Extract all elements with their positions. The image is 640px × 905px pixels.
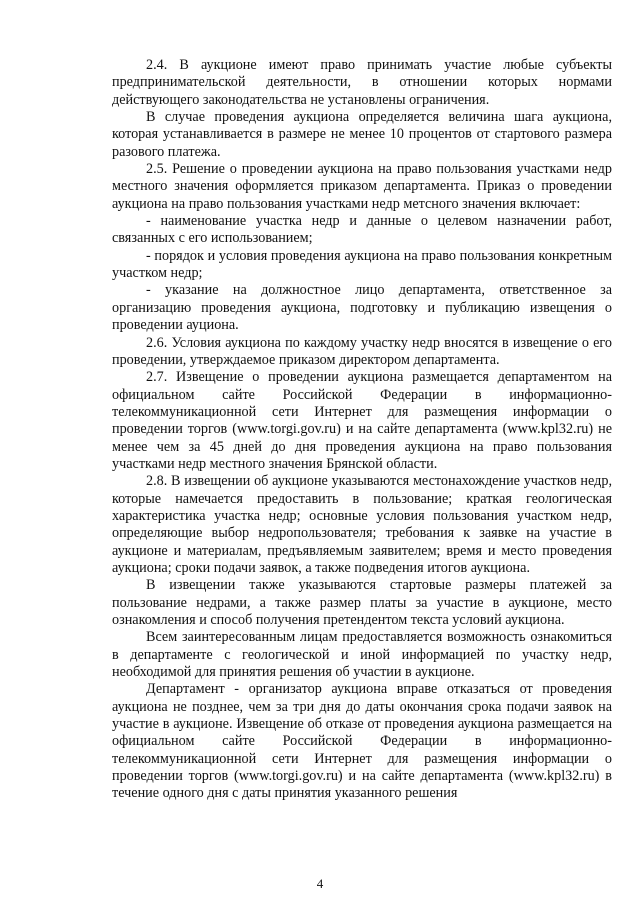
list-item-site-name: - наименование участка недр и данные о целевом назначении работ, связанных с его использованием;	[112, 213, 612, 247]
paragraph-refusal: Департамент - организатор аукциона вправе отказаться от проведения аукциона не позднее, чем за три дня до даты окончания срока подачи заявок на участие в аукционе. Извещение об отказе от проведения аукциона размещается на официальном сайте Российской Федерации в информационно-телекоммуникационной сети Интернет для размещения информации о проведении торгов (www.torgi.gov.ru) и на сайте департамента (www.kpl32.ru) в течение одного дня с даты принятия указанного решения	[112, 681, 612, 802]
paragraph-auction-step: В случае проведения аукциона определяется величина шага аукциона, которая устанавливается в размере не менее 10 процентов от стартового размера разового платежа.	[112, 109, 612, 160]
document-page	[112, 57, 612, 803]
page-number: 4	[316, 876, 324, 891]
paragraph-2-6: 2.6. Условия аукциона по каждому участку недр вносятся в извещение о его проведении, утверждаемое приказом директором департамента.	[112, 334, 612, 368]
paragraph-2-7: 2.7. Извещение о проведении аукциона размещается департаментом на официальном сайте Российской Федерации в информационно-телекоммуникационной сети Интернет для размещения информации о проведении торгов (www.torgi.gov.ru) и на сайте департамента (www.kpl32.ru) не менее чем за 45 дней до дня проведения аукциона на право пользования участками недр местного значения Брянской области.	[112, 369, 612, 472]
paragraph-2-5: 2.5. Решение о проведении аукциона на право пользования участками недр местного значения оформляется приказом департамента. Приказ о проведении аукциона на право пользования участками недр метсного значения включает:	[112, 161, 612, 212]
list-item-procedure: - порядок и условия проведения аукциона на право пользования конкретным участком недр;	[112, 247, 612, 282]
paragraph-information-access: Всем заинтересованным лицам предоставляется возможность ознакомиться в департаменте с геологической и иной информацией по участку недр, необходимой для принятия решения об участии в аукционе.	[112, 629, 612, 681]
list-item-responsible-person: - указание на должностное лицо департамента, ответственное за организацию проведения аукциона, подготовку и публикацию извещения о проведении ауциона.	[112, 282, 612, 334]
paragraph-2-4: 2.4. В аукционе имеют право принимать участие любые субъекты предпринимательской деятельности, в отношении которых нормами действующего законодательства не установлены ограничения.	[112, 57, 612, 108]
paragraph-2-8: 2.8. В извещении об аукционе указываются местонахождение участков недр, которые намечается предоставить в пользование; краткая геологическая характеристика участка недр; основные условия пользования участком недр, определяющие выбор недропользователя; требования к заявке на участие в аукционе и материалам, предъявляемым заявителем; время и место проведения аукциона; сроки подачи заявок, а также подведения итогов аукциона.	[112, 473, 612, 576]
paragraph-starting-payments: В извещении также указываются стартовые размеры платежей за пользование недрами, а также размер платы за участие в аукционе, место ознакомления и способ получения претендентом текста условий аукциона.	[112, 577, 612, 628]
